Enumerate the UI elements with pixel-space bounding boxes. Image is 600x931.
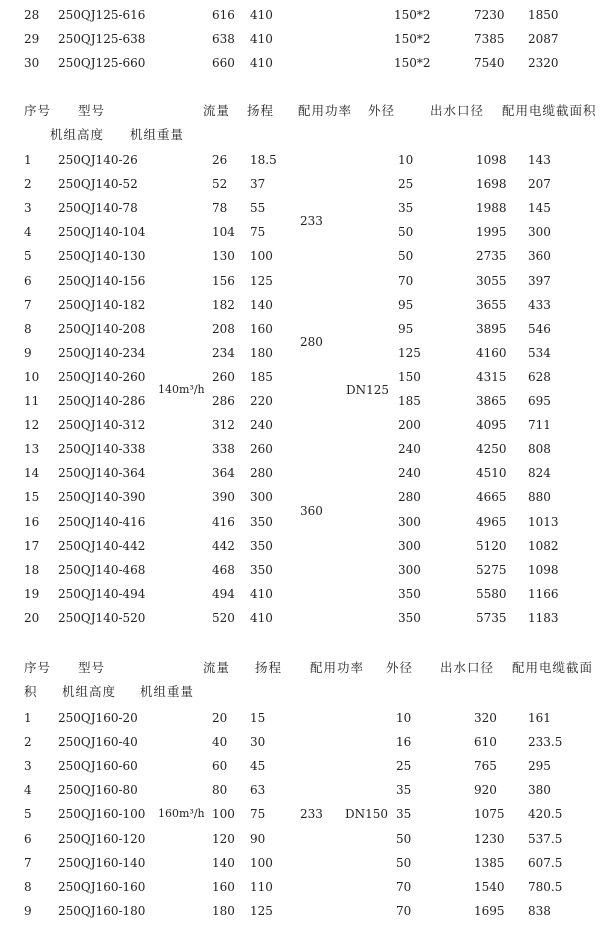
table-cell-flow: 26 <box>212 153 228 167</box>
table-cell-model: 250QJ140-208 <box>58 321 146 336</box>
table-cell-weight: 207 <box>528 177 551 192</box>
table-cell-head: 100 <box>250 855 273 870</box>
table-cell-head: 100 <box>250 249 273 264</box>
header-height: 机组高度 <box>62 684 117 699</box>
table-cell-head: 30 <box>250 735 266 750</box>
table-cell-weight: 233.5 <box>528 735 563 750</box>
header-outer: 外径 <box>368 103 396 118</box>
table-cell-no: 10 <box>24 369 40 384</box>
table-cell-no: 6 <box>24 273 32 288</box>
table-row-outer: 150*2 <box>394 32 431 46</box>
table-cell-head: 260 <box>250 442 273 457</box>
table-cell-height: 1385 <box>474 855 505 870</box>
table-cell-no: 3 <box>24 201 32 216</box>
table-cell-cable: 25 <box>398 177 414 192</box>
table-cell-head: 75 <box>250 225 266 240</box>
table-cell-cable: 280 <box>398 490 421 505</box>
table-cell-flow: 52 <box>212 177 228 192</box>
table-cell-cable: 150 <box>398 369 421 384</box>
table-cell-cable: 50 <box>398 225 414 240</box>
table-cell-weight: 397 <box>528 273 551 288</box>
table-cell-model: 250QJ140-468 <box>58 562 146 577</box>
table-cell-model: 250QJ160-180 <box>58 903 146 918</box>
table-cell-no: 14 <box>24 466 40 481</box>
header-head: 扬程 <box>255 660 283 675</box>
table-cell-weight: 433 <box>528 297 551 312</box>
table-cell-weight: 628 <box>528 369 551 384</box>
header-cable: 配用电缆截面 <box>512 660 594 675</box>
table-cell-flow: 180 <box>212 903 235 918</box>
table-cell-model: 250QJ140-390 <box>58 490 146 505</box>
table-cell-model: 250QJ140-156 <box>58 273 146 288</box>
table-row-model: 250QJ125-638 <box>58 32 146 46</box>
table-cell-no: 9 <box>24 903 32 918</box>
table-cell-flow: 104 <box>212 225 235 240</box>
table-cell-no: 19 <box>24 586 40 601</box>
table-cell-flow: 364 <box>212 466 235 481</box>
table-cell-height: 1098 <box>476 153 507 167</box>
table-cell-no: 2 <box>24 735 32 750</box>
header-outlet: 出水口径 <box>440 660 495 675</box>
table-cell-flow: 286 <box>212 394 235 408</box>
table-cell-flow: 160 <box>212 879 235 894</box>
table-cell-weight: 1013 <box>528 514 559 529</box>
table-cell-cable: 350 <box>398 586 421 601</box>
table-cell-height: 4315 <box>476 369 507 384</box>
table-cell-no: 2 <box>24 177 32 192</box>
table-row-height: 7540 <box>474 56 505 70</box>
table-cell-height: 1698 <box>476 177 507 192</box>
table-cell-no: 4 <box>24 225 32 240</box>
table-cell-height: 1995 <box>476 225 507 240</box>
table-cell-cable: 35 <box>398 201 414 216</box>
table-cell-flow: 416 <box>212 514 235 529</box>
table-cell-cable: 35 <box>396 807 412 822</box>
table-cell-weight: 838 <box>528 903 551 918</box>
table-cell-cable: 185 <box>398 394 421 408</box>
header-no: 序号 <box>24 103 52 118</box>
table-cell-flow: 520 <box>212 610 235 625</box>
table-cell-head: 75 <box>250 807 266 822</box>
table-cell-no: 1 <box>24 153 32 167</box>
table-cell-cable: 125 <box>398 345 421 360</box>
table-cell-height: 1230 <box>474 831 505 846</box>
table-cell-cable: 70 <box>396 903 412 918</box>
table-cell-weight: 360 <box>528 249 551 264</box>
header-cable-wrap: 积 <box>24 684 38 699</box>
table-cell-model: 250QJ140-338 <box>58 442 146 457</box>
table-cell-model: 250QJ160-140 <box>58 855 146 870</box>
table-cell-height: 765 <box>474 759 497 774</box>
table-cell-no: 17 <box>24 538 40 553</box>
table-cell-flow: 130 <box>212 249 235 264</box>
table-cell-height: 1075 <box>474 807 505 822</box>
table-cell-head: 110 <box>250 879 273 894</box>
table-cell-height: 920 <box>474 783 497 798</box>
table-row-flow: 638 <box>212 32 235 46</box>
table-cell-model: 250QJ160-40 <box>58 735 138 750</box>
table-cell-head: 90 <box>250 831 266 846</box>
table-row-weight: 2320 <box>528 56 559 70</box>
table-cell-head: 185 <box>250 369 273 384</box>
table-cell-model: 250QJ140-364 <box>58 466 146 481</box>
merged-power-280: 280 <box>300 335 323 349</box>
table-cell-model: 250QJ140-182 <box>58 297 146 312</box>
table-cell-flow: 468 <box>212 562 235 577</box>
table-cell-flow: 80 <box>212 783 228 798</box>
table-cell-flow: 60 <box>212 759 228 774</box>
table-cell-weight: 420.5 <box>528 807 563 822</box>
table-cell-model: 250QJ140-520 <box>58 610 146 625</box>
table-cell-no: 4 <box>24 783 32 798</box>
table-cell-weight: 711 <box>528 418 551 433</box>
table-cell-cable: 10 <box>398 153 414 167</box>
header-weight: 机组重量 <box>130 127 185 142</box>
table-cell-cable: 240 <box>398 442 421 457</box>
table-row-no: 29 <box>24 32 40 46</box>
table-cell-head: 37 <box>250 177 266 192</box>
table-cell-no: 8 <box>24 321 32 336</box>
table-row-weight: 2087 <box>528 32 559 46</box>
table-cell-cable: 16 <box>396 735 412 750</box>
table-cell-height: 610 <box>474 735 497 750</box>
table-cell-no: 9 <box>24 345 32 360</box>
table-cell-flow: 140 <box>212 855 235 870</box>
table-cell-no: 13 <box>24 442 40 457</box>
merged-power-233: 233 <box>300 214 323 228</box>
table-cell-height: 1695 <box>474 903 505 918</box>
table-cell-flow: 208 <box>212 321 235 336</box>
table-cell-weight: 537.5 <box>528 831 563 846</box>
table-cell-height: 3055 <box>476 273 507 288</box>
table-cell-head: 410 <box>250 610 273 625</box>
table-cell-flow: 442 <box>212 538 235 553</box>
merged-power-233: 233 <box>300 807 323 821</box>
table-cell-weight: 1183 <box>528 610 559 625</box>
header-model: 型号 <box>78 103 106 118</box>
table-cell-head: 125 <box>250 273 273 288</box>
table-cell-weight: 161 <box>528 711 551 725</box>
table-cell-model: 250QJ140-312 <box>58 418 146 433</box>
table-cell-weight: 295 <box>528 759 551 774</box>
table-cell-cable: 70 <box>398 273 414 288</box>
header-flow: 流量 <box>203 103 231 118</box>
merged-outlet-dn150: DN150 <box>345 807 389 821</box>
table-cell-weight: 695 <box>528 394 551 408</box>
header-power: 配用功率 <box>310 660 365 675</box>
table-cell-no: 7 <box>24 855 32 870</box>
table-cell-height: 4965 <box>476 514 507 529</box>
table-cell-cable: 35 <box>396 783 412 798</box>
table-cell-cable: 240 <box>398 466 421 481</box>
table-cell-weight: 534 <box>528 345 551 360</box>
table-cell-height: 4095 <box>476 418 507 433</box>
table-cell-model: 250QJ140-494 <box>58 586 146 601</box>
table-cell-no: 5 <box>24 807 32 822</box>
table-cell-height: 3655 <box>476 297 507 312</box>
table-cell-height: 5735 <box>476 610 507 625</box>
table-cell-weight: 880 <box>528 490 551 505</box>
table-cell-model: 250QJ140-286 <box>58 394 146 408</box>
table-row-flow: 616 <box>212 8 235 22</box>
table-cell-cable: 200 <box>398 418 421 433</box>
table-cell-cable: 10 <box>396 711 412 725</box>
table-cell-no: 3 <box>24 759 32 774</box>
header-head: 扬程 <box>247 103 275 118</box>
table-cell-no: 15 <box>24 490 40 505</box>
table-cell-cable: 50 <box>396 831 412 846</box>
table-cell-cable: 70 <box>396 879 412 894</box>
table-row-height: 7230 <box>474 8 505 22</box>
merged-flow-140: 140m³/h <box>158 383 205 396</box>
table-cell-model: 250QJ160-100 <box>58 807 146 822</box>
table-cell-flow: 120 <box>212 831 235 846</box>
merged-outlet-dn125: DN125 <box>346 383 390 397</box>
table-cell-cable: 95 <box>398 321 414 336</box>
table-cell-flow: 390 <box>212 490 235 505</box>
table-cell-model: 250QJ160-80 <box>58 783 138 798</box>
table-cell-flow: 156 <box>212 273 235 288</box>
table-cell-height: 5580 <box>476 586 507 601</box>
table-cell-height: 1540 <box>474 879 505 894</box>
table-cell-flow: 78 <box>212 201 228 216</box>
table-cell-flow: 182 <box>212 297 235 312</box>
table-cell-height: 320 <box>474 711 497 725</box>
table-row-outer: 150*2 <box>394 56 431 70</box>
table-cell-no: 8 <box>24 879 32 894</box>
merged-power-360: 360 <box>300 504 323 518</box>
table-cell-model: 250QJ140-104 <box>58 225 146 240</box>
table-cell-head: 55 <box>250 201 266 216</box>
table-cell-height: 5275 <box>476 562 507 577</box>
table-cell-no: 18 <box>24 562 40 577</box>
table-cell-head: 350 <box>250 514 273 529</box>
header-cable: 配用电缆截面积 <box>502 103 597 118</box>
table-row-weight: 1850 <box>528 8 559 22</box>
table-cell-cable: 25 <box>396 759 412 774</box>
table-cell-height: 3895 <box>476 321 507 336</box>
table-cell-height: 3865 <box>476 394 507 408</box>
table-cell-model: 250QJ140-26 <box>58 153 138 167</box>
table-cell-weight: 546 <box>528 321 551 336</box>
table-cell-weight: 380 <box>528 783 551 798</box>
table-cell-cable: 300 <box>398 562 421 577</box>
table-cell-model: 250QJ140-416 <box>58 514 146 529</box>
table-row-head: 410 <box>250 8 273 22</box>
table-cell-model: 250QJ160-60 <box>58 759 138 774</box>
table-cell-flow: 494 <box>212 586 235 601</box>
table-row-model: 250QJ125-660 <box>58 56 146 70</box>
table-cell-head: 125 <box>250 903 273 918</box>
header-outlet: 出水口径 <box>430 103 485 118</box>
table-row-model: 250QJ125-616 <box>58 8 146 22</box>
table-cell-no: 12 <box>24 418 40 433</box>
table-cell-height: 4160 <box>476 345 507 360</box>
table-cell-weight: 145 <box>528 201 551 216</box>
table-cell-model: 250QJ140-130 <box>58 249 146 264</box>
table-cell-head: 180 <box>250 345 273 360</box>
table-cell-model: 250QJ160-120 <box>58 831 146 846</box>
table-cell-head: 240 <box>250 418 273 433</box>
table-cell-flow: 100 <box>212 807 235 822</box>
table-cell-weight: 1166 <box>528 586 559 601</box>
table-cell-head: 220 <box>250 394 273 408</box>
table-row-no: 30 <box>24 56 40 70</box>
header-no: 序号 <box>24 660 52 675</box>
table-cell-flow: 338 <box>212 442 235 457</box>
table-cell-no: 20 <box>24 610 40 625</box>
table-cell-head: 160 <box>250 321 273 336</box>
table-cell-cable: 300 <box>398 538 421 553</box>
table-cell-head: 300 <box>250 490 273 505</box>
table-cell-no: 7 <box>24 297 32 312</box>
table-cell-height: 4250 <box>476 442 507 457</box>
table-cell-weight: 1098 <box>528 562 559 577</box>
table-row-no: 28 <box>24 8 40 22</box>
header-height: 机组高度 <box>50 127 105 142</box>
table-cell-model: 250QJ160-160 <box>58 879 146 894</box>
table-row-height: 7385 <box>474 32 505 46</box>
table-cell-height: 4510 <box>476 466 507 481</box>
table-cell-weight: 1082 <box>528 538 559 553</box>
table-cell-model: 250QJ140-52 <box>58 177 138 192</box>
table-cell-weight: 780.5 <box>528 879 563 894</box>
table-cell-model: 250QJ140-78 <box>58 201 138 216</box>
table-cell-height: 5120 <box>476 538 507 553</box>
table-cell-head: 280 <box>250 466 273 481</box>
table-cell-cable: 300 <box>398 514 421 529</box>
table-cell-cable: 50 <box>398 249 414 264</box>
table-row-head: 410 <box>250 32 273 46</box>
table-cell-flow: 40 <box>212 735 228 750</box>
table-cell-model: 250QJ140-442 <box>58 538 146 553</box>
table-cell-height: 4665 <box>476 490 507 505</box>
table-cell-model: 250QJ160-20 <box>58 711 138 725</box>
table-cell-weight: 808 <box>528 442 551 457</box>
table-cell-cable: 50 <box>396 855 412 870</box>
table-cell-weight: 143 <box>528 153 551 167</box>
table-cell-no: 5 <box>24 249 32 264</box>
table-cell-head: 410 <box>250 586 273 601</box>
table-cell-no: 1 <box>24 711 32 725</box>
header-model: 型号 <box>78 660 106 675</box>
table-cell-model: 250QJ140-234 <box>58 345 146 360</box>
table-cell-head: 350 <box>250 562 273 577</box>
table-row-flow: 660 <box>212 56 235 70</box>
table-cell-head: 45 <box>250 759 266 774</box>
table-cell-flow: 234 <box>212 345 235 360</box>
table-cell-flow: 312 <box>212 418 235 433</box>
header-power: 配用功率 <box>298 103 353 118</box>
table-cell-no: 16 <box>24 514 40 529</box>
header-outer: 外径 <box>386 660 414 675</box>
table-cell-no: 11 <box>24 394 40 408</box>
table-row-outer: 150*2 <box>394 8 431 22</box>
header-weight: 机组重量 <box>140 684 195 699</box>
table-cell-no: 6 <box>24 831 32 846</box>
table-cell-weight: 607.5 <box>528 855 563 870</box>
table-cell-flow: 20 <box>212 711 228 725</box>
table-cell-weight: 300 <box>528 225 551 240</box>
table-cell-cable: 350 <box>398 610 421 625</box>
table-cell-weight: 824 <box>528 466 551 481</box>
table-cell-height: 1988 <box>476 201 507 216</box>
table-cell-head: 18.5 <box>250 153 277 167</box>
table-cell-head: 350 <box>250 538 273 553</box>
table-cell-head: 140 <box>250 297 273 312</box>
table-cell-cable: 95 <box>398 297 414 312</box>
table-row-head: 410 <box>250 56 273 70</box>
table-cell-height: 2735 <box>476 249 507 264</box>
table-cell-head: 15 <box>250 711 266 725</box>
table-cell-flow: 260 <box>212 369 235 384</box>
merged-flow-160: 160m³/h <box>158 807 205 820</box>
table-cell-model: 250QJ140-260 <box>58 369 146 384</box>
header-flow: 流量 <box>203 660 231 675</box>
table-cell-head: 63 <box>250 783 266 798</box>
